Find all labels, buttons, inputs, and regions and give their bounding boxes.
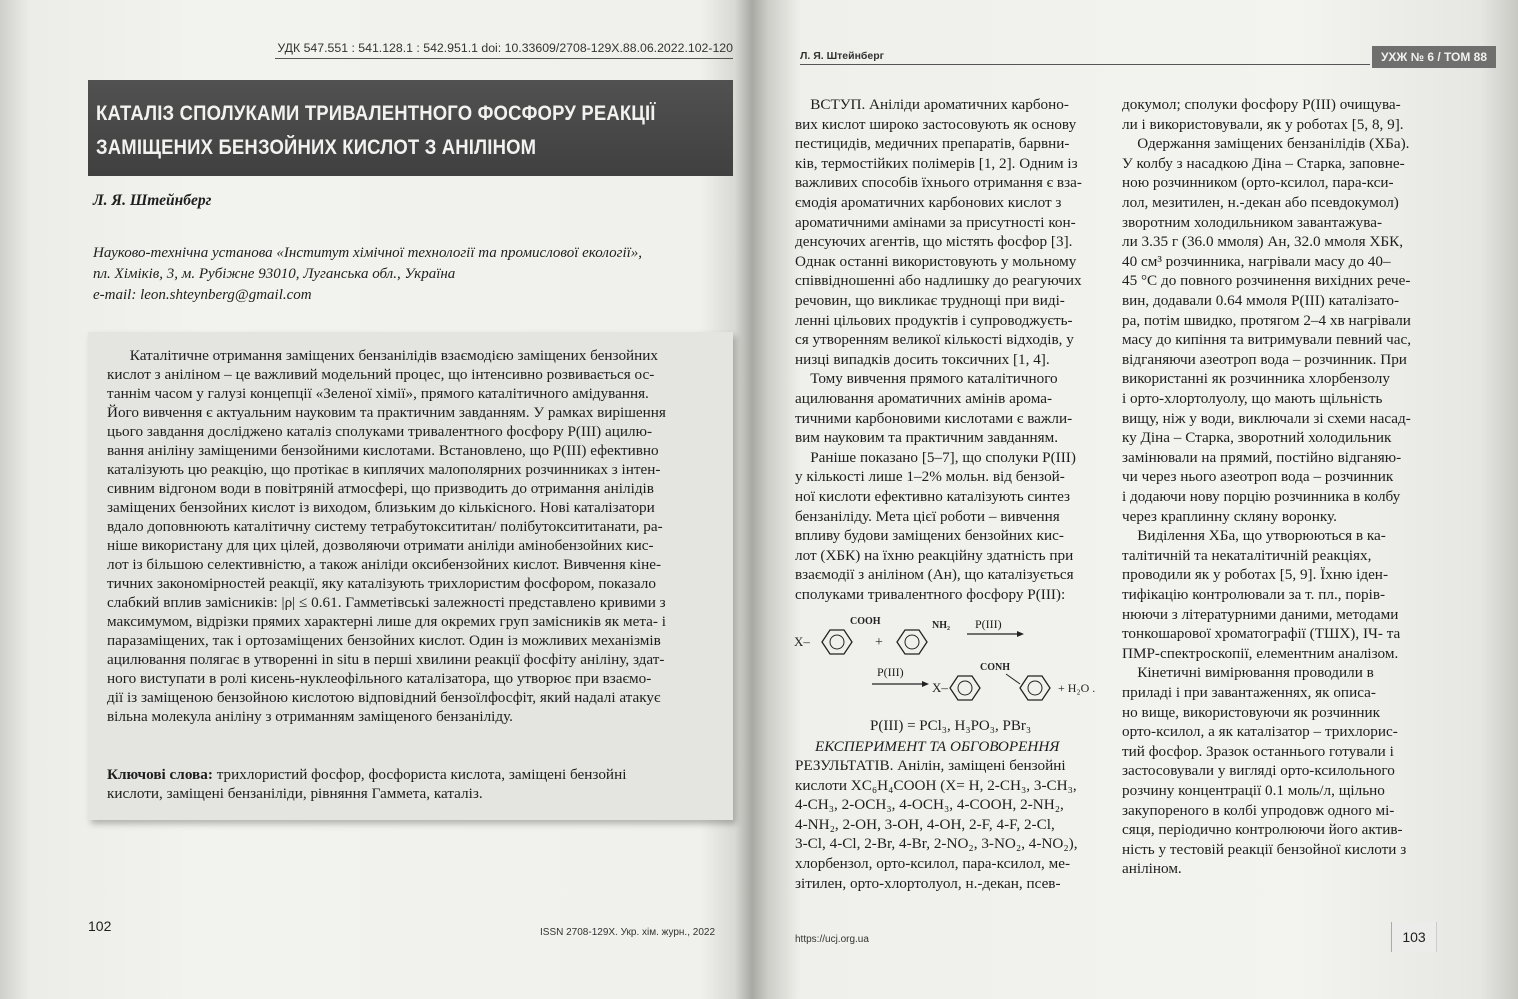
text-line: но вище, використовуючи як розчинник xyxy=(1122,703,1380,721)
arrow-head-icon xyxy=(922,681,929,687)
article-title-line: ЗАМІЩЕНИХ БЕНЗОЙНИХ КИСЛОТ З АНІЛІНОМ xyxy=(96,136,537,159)
text-line: ра, потім швидко, протягом 2–4 хв нагрівали xyxy=(1122,311,1411,329)
journal-footer: ISSN 2708-129X. Укр. хім. журн., 2022 xyxy=(540,927,716,938)
scheme-catalyst-top: P(III) xyxy=(975,617,1002,631)
text-line: через краплинну скляну воронку. xyxy=(1122,507,1337,525)
text-line: тонкошарової хроматографії (ТШХ), ІЧ- та xyxy=(1122,625,1401,643)
text-line: відганяючи азеотроп вода – розчинник. При xyxy=(1122,350,1407,368)
keywords-label: Ключові слова: xyxy=(107,766,213,783)
header-rule xyxy=(800,64,1370,65)
keywords-line xyxy=(107,765,626,784)
author-name: Л. Я. Штейнберг xyxy=(93,192,212,209)
text-line: замінювали на прямий, постійно відганяю- xyxy=(1122,448,1402,466)
text-line: сивним відгоном води в повітряній атмосфері, що призводить до отримання анілідів xyxy=(107,480,654,497)
text-line: ароматичними амінами за присутності кон- xyxy=(795,213,1076,231)
bond-line-icon xyxy=(1006,674,1020,684)
reaction-scheme xyxy=(792,612,1112,717)
text-line: у кількості лише 1–2% мольн. від бензой- xyxy=(795,468,1065,486)
text-line: ку Діна – Старка, зворотний холодильник xyxy=(1122,429,1392,447)
text-line: Кінетичні вимірювання проводили в xyxy=(1122,664,1374,682)
text-line: важливих способів їхнього отримання є вза- xyxy=(795,174,1082,192)
text-line: Одержання заміщених бензанілідів (ХБа). xyxy=(1122,135,1410,153)
text-line: ність у тестовій реакції бензойної кислоти з xyxy=(1122,840,1407,858)
text-line: талітичній та некаталітичній реакціях, xyxy=(1122,546,1372,564)
udk-doi-text: УДК 547.551 : 541.128.1 : 542.951.1 doi: 10.33609/2708-129X.88.06.2022.102-120 xyxy=(277,41,733,55)
text-line: 4-CH₃, 2-OCH₃, 4-OCH₃, 4-COOH, 2-NH₂, xyxy=(795,796,1064,814)
text-line: кислот з аніліном – це важливий модельний процес, що інтенсивно розвивається ос- xyxy=(107,366,655,383)
text-line: розчину концентрації 0.1 моль/л, щільно xyxy=(1122,782,1385,799)
text-line: максимумом, відрізки прямих характерні лише для окремих груп замісників як мета- і xyxy=(107,613,666,630)
text-line: лот (ХБК) на їхню реакційну здатність при xyxy=(795,546,1074,564)
text-line: тифікацію контролювали за т. пл., порів- xyxy=(1122,586,1386,603)
text-line: Його вивчення є актуальним науковим та практичним завданням. У рамках вирішення xyxy=(107,404,666,421)
text-line: і додаючи нову порцію розчинника в колбу xyxy=(1122,488,1401,505)
text-line: Виділення ХБа, що утворюються в ка- xyxy=(1122,527,1386,545)
text-line: пестицидів, медичних препаратів, барвни- xyxy=(795,135,1070,153)
page-number-left: 102 xyxy=(88,918,112,934)
text-line: вання аніліну заміщеними бензойними кислотами. Встановлено, що Р(ІІІ) ефективно xyxy=(107,442,659,459)
text-line: тичних закономірностей реакції, яку каталізують трихлористим фосфором, показало xyxy=(107,575,656,592)
text-line: ємодія ароматичних карбонових кислот з xyxy=(795,194,1062,211)
running-head-author: Л. Я. Штейнберг xyxy=(800,50,885,62)
text-line: використанні як розчинника хлорбензолу xyxy=(1122,370,1390,388)
text-line: масу до кипіння та витримували певний час, xyxy=(1122,331,1412,349)
abstract-box xyxy=(88,332,733,820)
text-line: орто-ксилол, а як каталізатор – трихлорис- xyxy=(1122,723,1398,741)
article-title-banner xyxy=(88,80,733,176)
text-line: докумол; сполуки фосфору Р(ІІІ) очищува- xyxy=(1122,96,1401,113)
scheme-substituent: X– xyxy=(794,634,810,649)
text-line: чи через нього азеотроп вода – розчинник xyxy=(1122,468,1394,486)
benzene-ring-icon xyxy=(897,630,927,654)
text-line: нюючи з літературними даними, методами xyxy=(1122,605,1399,623)
udk-doi-header xyxy=(275,36,733,59)
text-line: зворотним холодильником завантажува- xyxy=(1122,213,1383,231)
text-line: дії із заміщеною бензойною кислотою відповідний бензоїлфосфіт, який надалі атакує xyxy=(107,689,661,706)
text-line: каталізують цю реакцію, що протікає в киплячих малополярних розчинниках з інтен- xyxy=(107,461,661,478)
affiliation-line: пл. Хіміків, 3, м. Рубіжне 93010, Луганська обл., Україна xyxy=(93,266,456,282)
affiliation-line: Науково-технічна установа «Інститут хімічної технології та промислової екології», xyxy=(93,245,643,261)
text-line: аніліном. xyxy=(1122,860,1182,878)
text-line: ною розчинником (орто-ксилол, пара-кси- xyxy=(1122,174,1394,192)
text-line: тичними карбоновими кислотами є важли- xyxy=(795,409,1073,427)
text-line: вих кислот широко застосовують як основу xyxy=(795,115,1077,133)
text-line: ного виступати в ролі кисень-нуклеофільного каталізатора, що утворює при взаємо- xyxy=(107,670,652,687)
text-line: У колбу з насадкою Діна – Старка, заповне- xyxy=(1122,154,1405,172)
text-line: тий фосфор. Зразок останнього готували і xyxy=(1122,742,1394,760)
text-line: ної кислоти ефективно каталізують синтез xyxy=(795,488,1070,505)
text-line: ацилювання полягає в утворенні in situ в перші хвилини реакції фосфіту аніліну, здат- xyxy=(107,651,665,668)
scheme-catalyst-bottom: P(III) xyxy=(877,665,904,679)
text-line: ніше використану для цих цілей, дозволяючи отримати аніліди амінобензойних кис- xyxy=(107,537,654,554)
text-line: Тому вивчення прямого каталітичного xyxy=(795,370,1058,388)
text-line: вільна молекула аніліну з отриманням заміщеного бензаніліду. xyxy=(107,708,513,725)
text-line: закупореного в колбі упродовж одного мі- xyxy=(1122,801,1395,819)
scheme-nh2: NH₂ xyxy=(932,620,950,631)
text-line: ВСТУП. Аніліди ароматичних карбоно- xyxy=(795,96,1069,113)
website-footer: https://ucj.org.ua xyxy=(795,934,869,945)
text-line: вищу, ніж у води, виключали зі схеми насад- xyxy=(1122,409,1411,427)
benzene-ring-icon xyxy=(822,630,852,654)
text-line: ацилювання ароматичних амінів арома- xyxy=(795,390,1053,407)
text-line: 40 см³ розчинника, нагрівали масу до 40– xyxy=(1122,252,1391,270)
text-line: ПМР-спектроскопії, елементним аналізом. xyxy=(1122,644,1399,662)
affiliation xyxy=(93,243,642,306)
text-line: сяця, періодично контролюючи його актив- xyxy=(1122,821,1403,839)
text-line: співвідношенні або надлишку до реагуючих xyxy=(795,272,1082,290)
scheme-plus: + xyxy=(875,635,883,650)
benzene-ring-icon xyxy=(1020,676,1050,700)
text-line: зітилен, орто-хлортолуол, н.-декан, псев- xyxy=(795,874,1061,892)
scheme-cooh: COOH xyxy=(850,616,881,627)
text-line: слабкий вплив замісників: |ρ| ≤ 0.61. Гамметівські залежності представлено кривими з xyxy=(107,594,666,611)
text-line: бензаніліду. Мета цієї роботи – вивчення xyxy=(795,507,1060,525)
text-line: лол, мезитилен, н.-декан або псевдокумол) xyxy=(1122,194,1399,211)
text-line: речовин, що викликає труднощі при виді- xyxy=(795,292,1065,309)
keywords-line: кислоти, заміщені бензаніліди, рівняння Гаммета, каталіз. xyxy=(107,785,483,802)
text-line: взаємодії з аніліном (Ан), що каталізується xyxy=(795,566,1074,584)
journal-issue-tag: УХЖ № 6 / ТОМ 88 xyxy=(1372,46,1496,68)
benzene-ring-icon xyxy=(950,676,980,700)
text-line: ли 3.35 г (36.0 ммоля) Ан, 32.0 ммоля ХБК, xyxy=(1122,233,1404,251)
section-heading: ЕКСПЕРИМЕНТ ТА ОБГОВОРЕННЯ xyxy=(815,738,1060,755)
text-line: застосовували у вигляді орто-ксилольного xyxy=(1122,762,1395,780)
text-line: ленні цільових продуктів і супроводжуєть- xyxy=(795,311,1073,329)
text-line: і орто-хлортолуолу, що мають щільність xyxy=(1122,390,1383,407)
text-line: вдало доповнюють каталітичну систему тетрабутоксититан/ полібутоксититанати, ра- xyxy=(107,518,663,535)
arrow-head-icon xyxy=(1017,631,1024,637)
text-line: Раніше показано [5–7], що сполуки Р(ІІІ) xyxy=(795,448,1076,466)
text-line: лот із більшою селективністю, а також аніліди оксибензойних кислот. Вивчення кіне- xyxy=(107,556,662,573)
text-line: 4-NH₂, 2-OH, 3-OH, 4-OH, 2-F, 4-F, 2-Cl, xyxy=(795,815,1055,833)
text-line: 45 °С до повного розчинення вихідних рече- xyxy=(1122,272,1411,290)
text-line: заміщених бензойних кислот із виходом, близьким до кількісного. Нові каталізатори xyxy=(107,499,655,516)
text-line: таннім часом у галузі концепції «Зеленої хімії», прямого каталітичного амідування. xyxy=(107,385,649,402)
text-line: проводили як у роботах [5, 9]. Їхню іден- xyxy=(1122,566,1388,584)
text-line: ся утворенням великої кількості відходів, у xyxy=(795,331,1074,349)
text-line: вим науковим та практичним завданням. xyxy=(795,429,1059,447)
text-line: цього завдання досліджено каталіз сполуками тривалентного фосфору Р(ІІІ) ацилю- xyxy=(107,423,652,440)
catalyst-formula: P(III) = PCl₃, H₃PO₃, PBr₃ xyxy=(870,718,1032,734)
text-line: паразаміщених, так і ортозаміщених бензойних кислот. Один із можливих механізмів xyxy=(107,632,661,649)
scheme-water: + H₂O . xyxy=(1058,681,1096,695)
text-line: впливу будови заміщених бензойних кис- xyxy=(795,527,1064,545)
text-line: денсуючих агентів, що містять фосфор [3]. xyxy=(795,233,1073,251)
text-line: ків, термостійких полімерів [1, 2]. Одним із xyxy=(795,154,1078,172)
text-line: хлорбензол, орто-ксилол, пара-ксилол, ме- xyxy=(795,855,1071,872)
text-line: сполуками тривалентного фосфору Р(ІІІ): xyxy=(795,586,1066,603)
text-line: вин, додавали 0.64 ммоля Р(ІІІ) каталізато- xyxy=(1122,292,1400,309)
text-line: 3-Cl, 4-Cl, 2-Br, 4-Br, 2-NO₂, 3-NO₂, 4-NO₂), xyxy=(795,835,1078,853)
text-line: приладі і при завантаженнях, як описа- xyxy=(1122,684,1376,701)
text-line: Каталітичне отримання заміщених бензанілідів взаємодією заміщених бензойних xyxy=(107,347,659,364)
text-line: кислоти XC₆H₄COOH (X= H, 2-CH₃, 3-CH₃, xyxy=(795,776,1077,794)
scheme-product-substituent: X– xyxy=(932,680,948,695)
scheme-conh: CONH xyxy=(980,662,1010,673)
page-number-right: 103 xyxy=(1391,922,1437,952)
text-line: низці випадків досить токсичних [1, 4]. xyxy=(795,350,1050,368)
keywords-text: трихлористий фосфор, фосфориста кислота, заміщені бензойні xyxy=(212,766,627,783)
text-line: Однак останні використовують у мольному xyxy=(795,252,1077,270)
text-line: РЕЗУЛЬТАТІВ. Анілін, заміщені бензойні xyxy=(795,757,1066,774)
email-line: e-mail: leon.shteynberg@gmail.com xyxy=(93,287,312,303)
text-line: ли і використовували, як у роботах [5, 8, 9]. xyxy=(1122,115,1404,133)
article-title-line: КАТАЛІЗ СПОЛУКАМИ ТРИВАЛЕНТНОГО ФОСФОРУ РЕАКЦІЇ xyxy=(96,102,656,125)
